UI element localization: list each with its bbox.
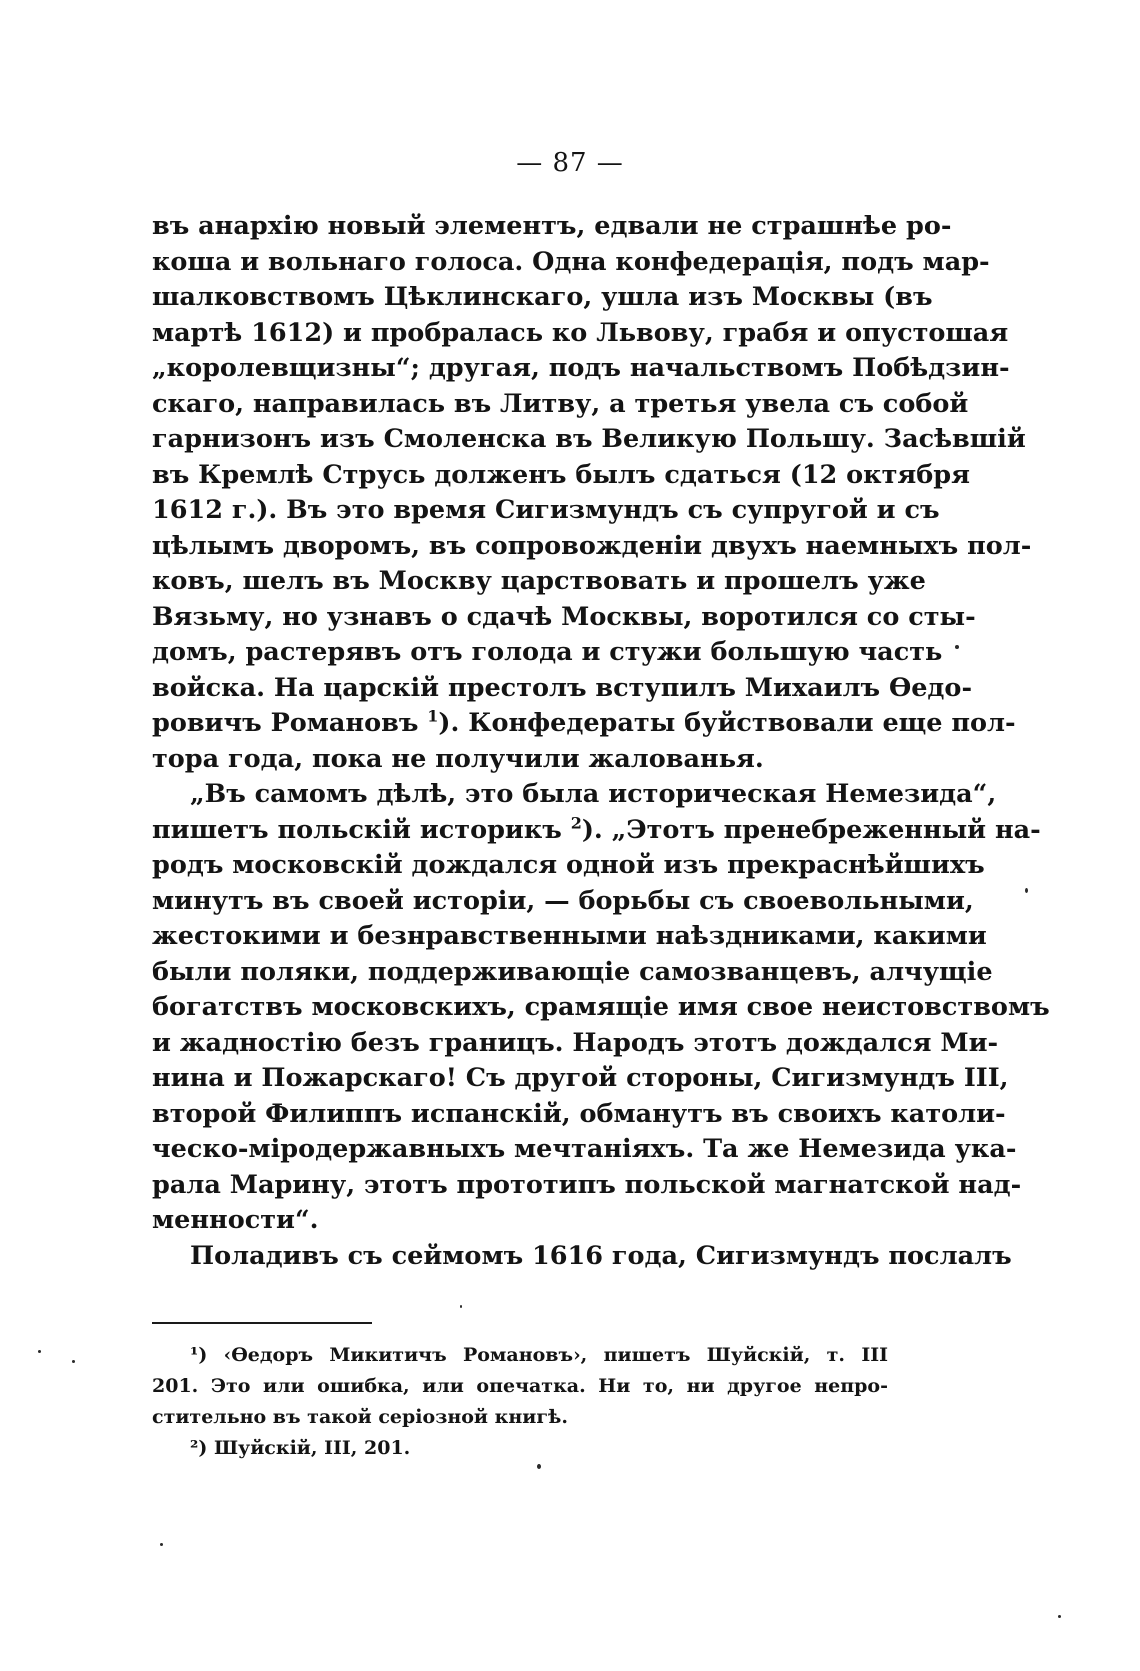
footnote-1-line [152, 1340, 888, 1371]
scan-speck [72, 1360, 75, 1363]
text-line: богатствъ московскихъ, срамящіе имя свое неистовствомъ [152, 992, 1050, 1022]
text-line: и жадностію безъ границъ. Народъ этотъ дождался Ми- [152, 1027, 999, 1058]
text-line: коша и вольнаго голоса. Одна конфедерація, подъ мар- [152, 246, 990, 277]
text-line: второй Филиппъ испанскій, обманутъ въ своихъ католи- [152, 1098, 1006, 1129]
text-fragment: ). Конфедераты буйствовали еще пол- [438, 708, 1016, 738]
text-line: цѣлымъ дворомъ, въ сопровожденіи двухъ наемныхъ пол- [152, 530, 1032, 561]
page-number: — 87 — [516, 148, 624, 178]
footnote-ref-1: 1 [427, 706, 439, 726]
footnote-marker-1: ¹) [190, 1344, 208, 1366]
text-line-with-footnote-ref [152, 813, 1041, 849]
text-line: въ Кремлѣ Струсь долженъ былъ сдаться (12 октября [152, 459, 970, 490]
text-fragment: пишетъ польскій историкъ [152, 814, 562, 845]
scan-speck [1025, 888, 1028, 893]
text-fragment: ровичъ Романовъ [152, 708, 419, 738]
scan-speck [460, 1305, 462, 1308]
footnote-2-line [152, 1433, 888, 1464]
text-line: въ анархію новый элементъ, едвали не страшнѣе ро- [152, 211, 952, 241]
text-line: минутъ въ своей исторіи, — борьбы съ своевольными, [152, 885, 974, 916]
footnotes [152, 1340, 888, 1464]
footnote-1-line: 201. Это или ошибка, или опечатка. Ни то, ни другое непро- [152, 1375, 888, 1397]
text-line: тора года, пока не получили жалованья. [152, 743, 764, 774]
text-line: жестокими и безнравственными наѣздниками, какими [152, 921, 987, 951]
scan-speck [1058, 1615, 1061, 1618]
text-line: скаго, направилась въ Литву, а третья увела съ собой [152, 388, 969, 419]
text-line: ческо-міродержавныхъ мечтаніяхъ. Та же Немезида ука- [152, 1134, 1017, 1164]
text-line: Поладивъ съ сеймомъ 1616 года, Сигизмундъ послалъ [190, 1240, 1012, 1271]
footnote-text: ‹Ѳедоръ Микитичъ Романовъ›, пишетъ Шуйскій, т. III [223, 1344, 888, 1366]
scan-speck [38, 1350, 41, 1353]
text-line: „королевщизны“; другая, подъ начальствомъ Побѣдзин- [152, 353, 1010, 383]
text-line: шалковствомъ Цѣклинскаго, ушла изъ Москвы (въ [152, 282, 933, 312]
footnote-marker-2: ²) [190, 1437, 208, 1459]
text-line: родъ московскій дождался одной изъ прекраснѣйшихъ [152, 850, 985, 880]
footnote-1-line: стительно въ такой серіозной книгѣ. [152, 1406, 568, 1428]
scan-speck [160, 1543, 163, 1546]
text-line: гарнизонъ изъ Смоленска въ Великую Польшу. Засѣвшій [152, 424, 1026, 454]
text-line: были поляки, поддерживающіе самозванцевъ, алчущіе [152, 956, 993, 987]
text-line: мартѣ 1612) и пробралась ко Львову, грабя и опустошая [152, 317, 1009, 348]
main-text [152, 209, 1050, 1274]
footnote-text: Шуйскій, III, 201. [213, 1437, 411, 1459]
text-line: нина и Пожарскаго! Съ другой стороны, Сигизмундъ III, [152, 1063, 1009, 1093]
text-line: „Въ самомъ дѣлѣ, это была историческая Немезида“, [190, 779, 997, 809]
scan-speck [537, 1464, 541, 1469]
text-line: 1612 г.). Въ это время Сигизмундъ съ супругой и съ [152, 495, 940, 525]
text-line: рала Марину, этотъ прототипъ польской магнатской над- [152, 1169, 1022, 1200]
footnote-ref-2: 2 [570, 813, 582, 832]
text-line: войска. На царскій престолъ вступилъ Михаилъ Ѳедо- [152, 672, 973, 703]
text-line: ковъ, шелъ въ Москву царствовать и прошелъ уже [152, 566, 926, 596]
text-line: Вязьму, но узнавъ о сдачѣ Москвы, воротился со сты- [152, 601, 976, 632]
text-fragment: ). „Этотъ пренебреженный на- [581, 814, 1041, 845]
text-line: домъ, растерявъ отъ голода и стужи большую часть [152, 637, 943, 667]
text-line-with-footnote-ref [152, 706, 1016, 742]
text-line: менности“. [152, 1205, 319, 1235]
scan-speck [955, 645, 959, 649]
footnote-separator [152, 1322, 372, 1324]
